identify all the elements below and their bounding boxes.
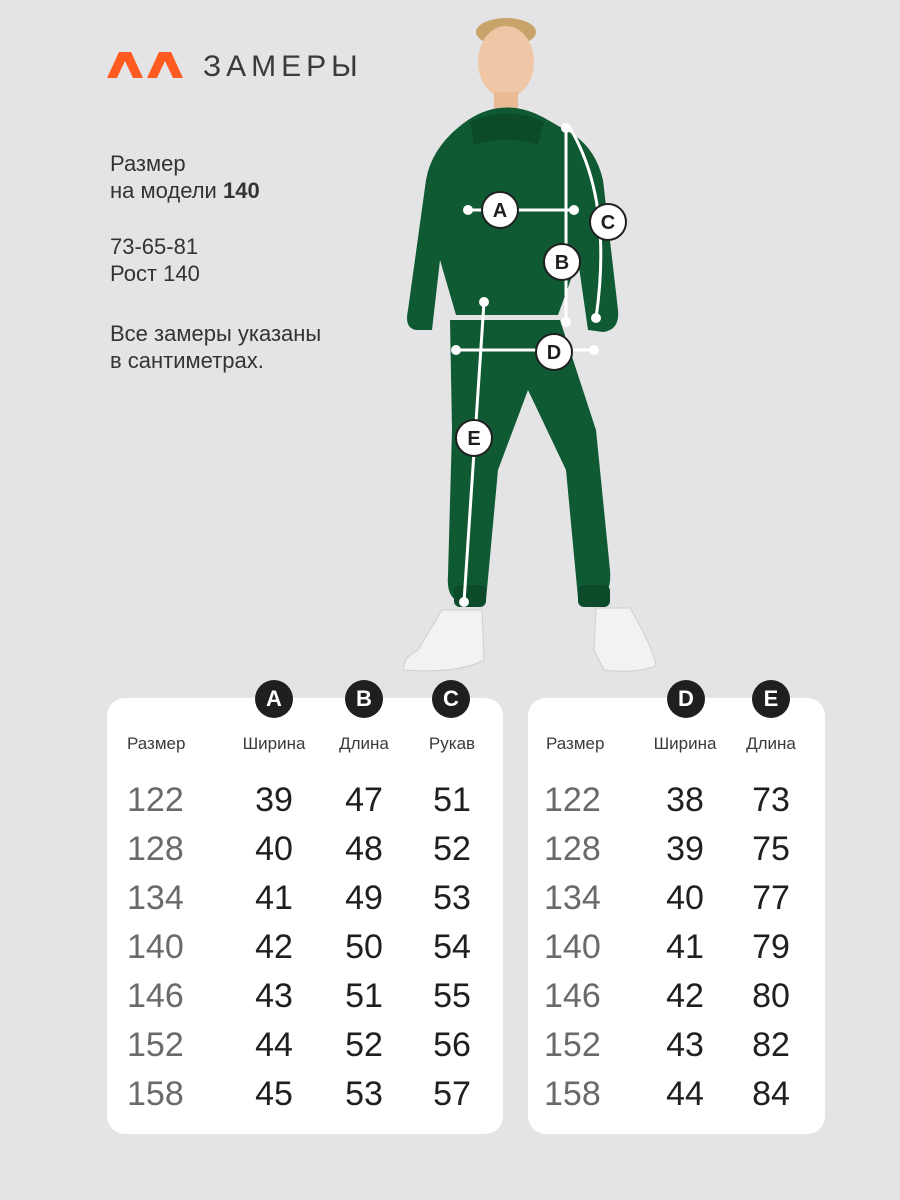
model-size-info xyxy=(110,150,260,204)
size-cell: 146 xyxy=(127,977,184,1015)
value-cell: 55 xyxy=(433,977,471,1015)
header-width: Ширина xyxy=(242,734,306,753)
value-cell: 51 xyxy=(433,781,471,819)
value-cell: 45 xyxy=(255,1075,293,1113)
marker-e: E xyxy=(467,428,481,450)
value-cell: 80 xyxy=(752,977,790,1015)
table-row xyxy=(107,923,503,971)
header-size: Размер xyxy=(127,734,186,753)
size-cell: 158 xyxy=(544,1075,601,1113)
value-cell: 52 xyxy=(433,830,471,868)
value-cell: 77 xyxy=(752,879,790,917)
size-cell: 152 xyxy=(544,1026,601,1064)
header-length: Длина xyxy=(339,734,389,753)
dot-e2 xyxy=(459,597,469,607)
units-note-line2: в сантиметрах. xyxy=(110,348,264,373)
model-measurements: 73-65-81 xyxy=(110,234,199,259)
size-cell: 152 xyxy=(127,1026,184,1064)
left-shoe xyxy=(404,610,484,671)
table-row xyxy=(528,972,825,1020)
value-cell: 38 xyxy=(666,781,704,819)
value-cell: 75 xyxy=(752,830,790,868)
table-row xyxy=(528,825,825,873)
dot-d1 xyxy=(451,345,461,355)
value-cell: 44 xyxy=(255,1026,293,1064)
badge-a: A xyxy=(255,680,293,718)
badge-c: C xyxy=(432,680,470,718)
dot-d2 xyxy=(589,345,599,355)
value-cell: 54 xyxy=(433,928,471,966)
badge-e: E xyxy=(752,680,790,718)
header-sleeve: Рукав xyxy=(428,734,476,753)
value-cell: 39 xyxy=(666,830,704,868)
measurement-diagram xyxy=(398,10,668,680)
dot-e1 xyxy=(479,297,489,307)
model-height: Рост 140 xyxy=(110,261,200,286)
value-cell: 40 xyxy=(255,830,293,868)
size-cell: 140 xyxy=(544,928,601,966)
value-cell: 49 xyxy=(345,879,383,917)
header-length: Длина xyxy=(746,734,796,753)
dot-b2 xyxy=(561,317,571,327)
model-size-label-1: Размер xyxy=(110,151,186,176)
dot-b1 xyxy=(561,123,571,133)
value-cell: 73 xyxy=(752,781,790,819)
bottom-size-table xyxy=(528,686,825,1134)
top-size-table xyxy=(107,686,503,1134)
model-size-value: 140 xyxy=(222,178,260,203)
value-cell: 51 xyxy=(345,977,383,1015)
size-cell: 128 xyxy=(127,830,184,868)
size-cell: 134 xyxy=(544,879,601,917)
value-cell: 82 xyxy=(752,1026,790,1064)
marker-b: B xyxy=(554,252,570,274)
dot-c2 xyxy=(591,313,601,323)
table-row xyxy=(107,972,503,1020)
value-cell: 42 xyxy=(666,977,704,1015)
right-shoe xyxy=(594,608,656,671)
size-cell: 122 xyxy=(127,781,184,819)
table-row xyxy=(107,1070,503,1118)
marker-a: A xyxy=(492,200,508,222)
value-cell: 57 xyxy=(433,1075,471,1113)
brand-logo-icon xyxy=(107,52,187,78)
table-row xyxy=(528,1070,825,1118)
value-cell: 42 xyxy=(255,928,293,966)
header-width: Ширина xyxy=(653,734,717,753)
value-cell: 53 xyxy=(345,1075,383,1113)
model-params xyxy=(110,233,200,287)
left-cuff xyxy=(454,585,486,607)
value-cell: 39 xyxy=(255,781,293,819)
value-cell: 52 xyxy=(345,1026,383,1064)
size-cell: 158 xyxy=(127,1075,184,1113)
header-size: Размер xyxy=(546,734,605,753)
value-cell: 40 xyxy=(666,879,704,917)
size-cell: 140 xyxy=(127,928,184,966)
badge-d: D xyxy=(667,680,705,718)
table-row xyxy=(107,1021,503,1069)
table-row xyxy=(528,923,825,971)
size-cell: 128 xyxy=(544,830,601,868)
value-cell: 43 xyxy=(255,977,293,1015)
size-cell: 146 xyxy=(544,977,601,1015)
value-cell: 50 xyxy=(345,928,383,966)
value-cell: 44 xyxy=(666,1075,704,1113)
right-cuff xyxy=(578,585,610,607)
model-size-label-2: на модели 140 xyxy=(110,178,260,203)
table-row xyxy=(107,874,503,922)
value-cell: 56 xyxy=(433,1026,471,1064)
value-cell: 53 xyxy=(433,879,471,917)
units-note xyxy=(110,320,321,374)
model-head xyxy=(478,26,534,98)
page-title: ЗАМЕРЫ xyxy=(203,50,363,83)
value-cell: 41 xyxy=(666,928,704,966)
value-cell: 41 xyxy=(255,879,293,917)
dot-a1 xyxy=(463,205,473,215)
table-row xyxy=(528,874,825,922)
size-cell: 122 xyxy=(544,781,601,819)
value-cell: 79 xyxy=(752,928,790,966)
table-row xyxy=(107,825,503,873)
table-row xyxy=(528,776,825,824)
units-note-line1: Все замеры указаны xyxy=(110,321,322,346)
marker-c: C xyxy=(600,212,616,234)
table-row xyxy=(107,776,503,824)
value-cell: 43 xyxy=(666,1026,704,1064)
size-cell: 134 xyxy=(127,879,184,917)
table-row xyxy=(528,1021,825,1069)
value-cell: 48 xyxy=(345,830,383,868)
marker-d: D xyxy=(546,342,562,364)
value-cell: 84 xyxy=(752,1075,790,1113)
badge-b: B xyxy=(345,680,383,718)
dot-a2 xyxy=(569,205,579,215)
value-cell: 47 xyxy=(345,781,383,819)
